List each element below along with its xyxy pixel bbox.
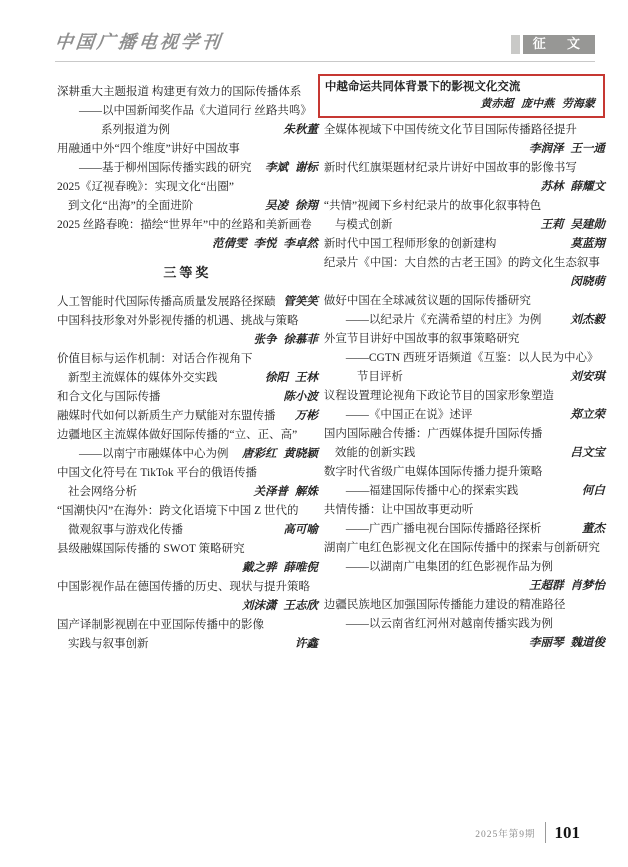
page-number: 101 xyxy=(554,822,580,842)
entry-line xyxy=(324,615,605,634)
entry-line xyxy=(57,121,318,140)
entry-line xyxy=(57,102,318,121)
right-column-rows xyxy=(324,121,605,653)
entry-line xyxy=(57,502,318,521)
entry-title: “国潮快闪”在海外：跨文化语境下中国 Z 世代的 xyxy=(57,505,299,517)
entry-title: 议程设置理论视角下政论节目的国家形象塑造 xyxy=(323,390,554,402)
entry-authors: 范倩雯 李悦 李卓然 xyxy=(212,238,318,250)
entry-line xyxy=(57,197,318,216)
entry-authors: 苏林 薛耀文 xyxy=(540,181,605,193)
entry-line xyxy=(57,140,318,159)
footer-divider xyxy=(545,822,546,843)
journal-logo: 中国广播电视学刊 xyxy=(53,32,224,52)
entry-line xyxy=(324,368,605,387)
entry-line xyxy=(57,178,318,197)
entry-title: 中国影视作品在德国传播的历史、现状与提升策略 xyxy=(57,581,310,593)
entry-title: 微观叙事与游戏化传播 xyxy=(68,524,183,536)
entry-line xyxy=(324,140,605,159)
badge-accent-square xyxy=(511,35,520,54)
entry-title: 中国文化符号在 TikTok 平台的俄语传播 xyxy=(57,467,258,479)
entry-authors: 郑立荣 xyxy=(570,409,605,421)
entry-line xyxy=(324,292,605,311)
entry-title: 人工智能时代国际传播高质量发展路径探赜 xyxy=(57,296,276,308)
entry-authors: 闵晓萌 xyxy=(570,276,605,288)
entry-authors: 何白 xyxy=(581,485,605,497)
entry-line xyxy=(324,178,605,197)
content-columns xyxy=(0,62,628,654)
badge-label: 征 文 xyxy=(523,35,595,54)
entry-title: 系列报道为例 xyxy=(101,124,170,136)
entry-authors: 吕文宝 xyxy=(570,447,605,459)
entry-title: “共情”视阈下乡村纪录片的故事化叙事特色 xyxy=(323,200,542,212)
entry-title: 全媒体视域下中国传统文化节目国际传播路径提升 xyxy=(323,124,577,136)
entry-title: 深耕重大主题报道 构建更有效力的国际传播体系 xyxy=(57,86,302,98)
entry-line xyxy=(324,482,605,501)
entry-title: 社会网络分析 xyxy=(68,486,137,498)
entry-line xyxy=(57,635,318,654)
entry-title: ——广西广播电视台国际传播路径探析 xyxy=(345,523,542,535)
entry-line xyxy=(324,254,605,273)
entry-line xyxy=(57,235,318,254)
page-header xyxy=(55,28,595,62)
entry-authors: 吴凌 徐翔 xyxy=(265,200,318,212)
entry-line xyxy=(57,350,318,369)
entry-title: 节目评析 xyxy=(356,371,403,383)
entry-line xyxy=(324,501,605,520)
entry-title: ——《中国正在说》述评 xyxy=(345,409,473,421)
entry-line xyxy=(57,616,318,635)
entry-title: 用融通中外“四个维度”讲好中国故事 xyxy=(57,143,240,155)
entry-authors: 高可喻 xyxy=(283,524,318,536)
entry-line xyxy=(57,388,318,407)
entry-line xyxy=(324,444,605,463)
entry-line xyxy=(57,159,318,178)
entry-authors: 管笑笑 xyxy=(283,296,318,308)
entry-line xyxy=(57,331,318,350)
entry-title: ——以南宁市融媒体中心为例 xyxy=(79,448,229,460)
entry-authors: 王莉 吴建勋 xyxy=(540,219,605,231)
entry-line xyxy=(324,273,605,292)
entry-authors: 李润泽 王一通 xyxy=(529,143,605,155)
entry-line xyxy=(324,539,605,558)
entry-line xyxy=(57,407,318,426)
entry-line xyxy=(324,159,605,178)
entry-title: 新时代红旗渠题材纪录片讲好中国故事的影像书写 xyxy=(323,162,577,174)
entry-title: ——以中国新闻奖作品《大道同行 丝路共鸣》 xyxy=(79,105,312,117)
right-column xyxy=(324,74,605,654)
issue-label: 2025年第9期 xyxy=(475,829,536,840)
entry-authors: 李斌 谢标 xyxy=(265,162,318,174)
entry-line xyxy=(324,463,605,482)
entry-line xyxy=(57,445,318,464)
entry-title: ——福建国际传播中心的探索实践 xyxy=(345,485,519,497)
entry-line xyxy=(57,540,318,559)
entry-title: ——基于柳州国际传播实践的研究 xyxy=(79,162,252,174)
entry-line xyxy=(324,425,605,444)
left-column xyxy=(57,74,318,654)
section-heading: 三等奖 xyxy=(163,265,212,280)
entry-authors: 张争 徐慕菲 xyxy=(253,334,318,346)
entry-line xyxy=(57,293,318,312)
entry-title: 共情传播：让中国故事更动听 xyxy=(323,504,474,516)
entry-title: 2025《辽视春晚》：实现文化“出圈” xyxy=(57,181,234,193)
call-for-papers-badge xyxy=(511,35,595,54)
entry-title: 实践与叙事创新 xyxy=(68,638,149,650)
entry-title: 边疆地区主流媒体做好国际传播的“立、正、高” xyxy=(57,429,298,441)
entry-authors: 朱秋董 xyxy=(283,124,318,136)
entry-authors: 董杰 xyxy=(581,523,605,535)
entry-line xyxy=(324,387,605,406)
entry-title: 湖南广电红色影视文化在国际传播中的探索与创新研究 xyxy=(323,542,600,554)
entry-line xyxy=(324,121,605,140)
entry-line xyxy=(324,596,605,615)
entry-authors: 刘安琪 xyxy=(570,371,605,383)
entry-title: 2025 丝路春晚：描绘“世界年”中的丝路和美新画卷 xyxy=(57,219,312,231)
entry-line xyxy=(324,520,605,539)
entry-title: 中国科技形象对外影视传播的机遇、挑战与策略 xyxy=(57,315,299,327)
entry-line xyxy=(57,216,318,235)
page-footer xyxy=(475,822,580,843)
entry-title: 与模式创新 xyxy=(334,219,393,231)
entry-title: 县级融媒国际传播的 SWOT 策略研究 xyxy=(57,543,245,555)
entry-title: ——以纪录片《充满希望的村庄》为例 xyxy=(345,314,542,326)
entry-title: 数字时代省级广电媒体国际传播力提升策略 xyxy=(323,466,543,478)
entry-line xyxy=(324,330,605,349)
entry-authors: 万彬 xyxy=(294,410,318,422)
entry-line xyxy=(57,83,318,102)
entry-authors: 莫蓝翔 xyxy=(570,238,605,250)
entry-line xyxy=(324,311,605,330)
entry-authors: 刘杰毅 xyxy=(570,314,605,326)
entry-line xyxy=(57,597,318,616)
entry-title: 纪录片《中国：大自然的古老王国》的跨文化生态叙事 xyxy=(323,257,600,269)
entry-line xyxy=(57,369,318,388)
entry-authors: 徐阳 王林 xyxy=(265,372,318,384)
entry-title: ——以湖南广电集团的红色影视作品为例 xyxy=(345,561,553,573)
highlighted-entry-title: 中越命运共同体背景下的影视文化交流 xyxy=(324,81,521,93)
entry-title: 效能的创新实践 xyxy=(334,447,416,459)
entry-authors: 戴之骅 薛唯倪 xyxy=(242,562,318,574)
entry-authors: 唐彩红 黄晓颖 xyxy=(242,448,318,460)
entry-title: ——CGTN 西班牙语频道《互鉴：以人民为中心》 xyxy=(345,352,599,364)
entry-authors: 许鑫 xyxy=(294,638,318,650)
entry-line xyxy=(57,312,318,331)
entry-line xyxy=(57,426,318,445)
entry-title: 外宣节目讲好中国故事的叙事策略研究 xyxy=(323,333,520,345)
entry-title: 国产译制影视剧在中亚国际传播中的影像 xyxy=(57,619,264,631)
entry-authors: 刘沫潇 王志欣 xyxy=(242,600,318,612)
entry-line xyxy=(324,216,605,235)
entry-line xyxy=(57,521,318,540)
entry-authors: 陈小波 xyxy=(283,391,318,403)
entry-title: 和合文化与国际传播 xyxy=(57,391,161,403)
highlighted-entry-authors: 黄赤超 庞中燕 劳海蒙 xyxy=(480,98,595,110)
entry-line xyxy=(324,558,605,577)
entry-line xyxy=(324,406,605,425)
entry-title: ——以云南省红河州对越南传播实践为例 xyxy=(345,618,553,630)
entry-line xyxy=(324,634,605,653)
entry-title: 新时代中国工程师形象的创新建构 xyxy=(323,238,497,250)
entry-title: 新型主流媒体的媒体外交实践 xyxy=(68,372,218,384)
entry-title: 价值目标与运作机制：对话合作视角下 xyxy=(57,353,253,365)
entry-line xyxy=(57,578,318,597)
entry-title: 做好中国在全球减贫议题的国际传播研究 xyxy=(323,295,531,307)
entry-title: 融媒时代如何以新质生产力赋能对东盟传播 xyxy=(57,410,276,422)
entry-line xyxy=(57,464,318,483)
entry-line xyxy=(324,235,605,254)
entry-title: 到文化“出海”的全面进阶 xyxy=(68,200,194,212)
entry-line xyxy=(324,577,605,596)
entry-line xyxy=(57,559,318,578)
entry-authors: 李丽琴 魏道俊 xyxy=(529,637,605,649)
entry-title: 边疆民族地区加强国际传播能力建设的精准路径 xyxy=(323,599,566,611)
entry-line xyxy=(324,349,605,368)
highlighted-entry xyxy=(318,74,605,118)
entry-line xyxy=(57,483,318,502)
entry-line xyxy=(324,197,605,216)
entry-authors: 王超群 肖梦怡 xyxy=(529,580,605,592)
entry-authors: 关泽普 解姝 xyxy=(253,486,318,498)
entry-title: 国内国际融合传播：广西媒体提升国际传播 xyxy=(323,428,543,440)
